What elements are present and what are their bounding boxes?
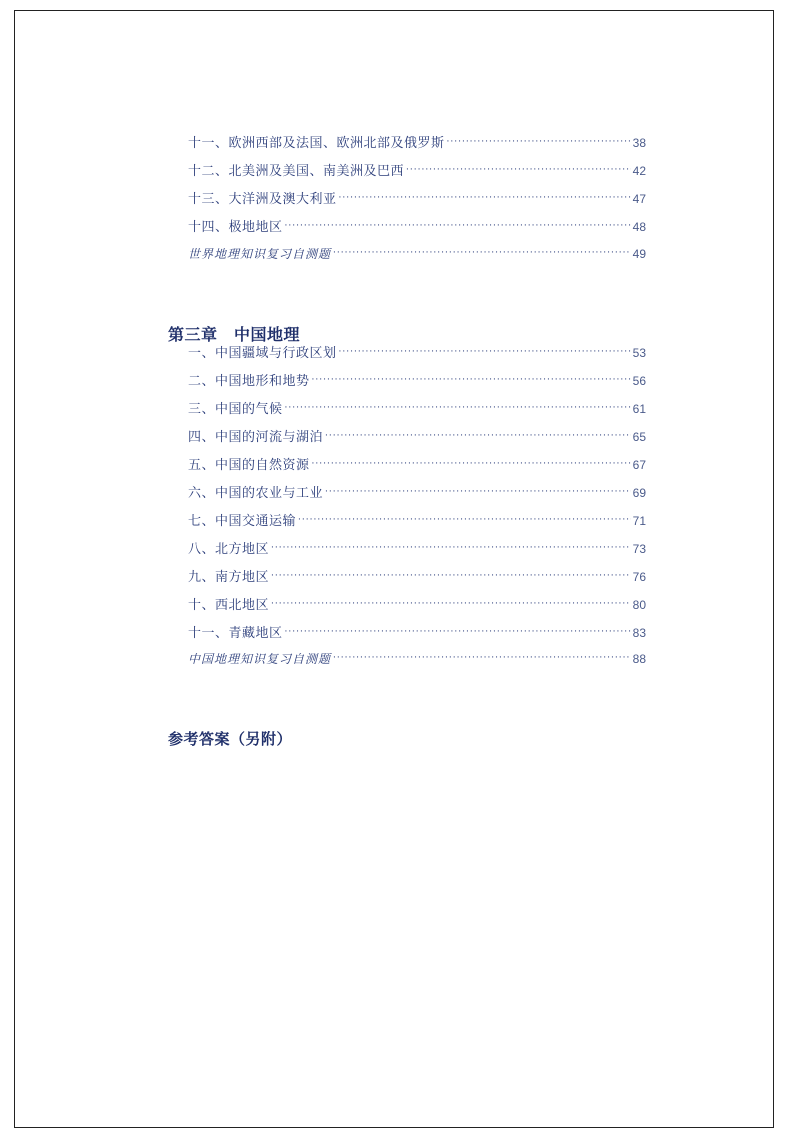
toc-entry-page: 47 — [632, 192, 646, 206]
toc-entry-page: 73 — [632, 542, 646, 556]
dot-leader — [271, 540, 631, 556]
toc-entry[interactable] — [188, 625, 646, 643]
toc-entry[interactable] — [188, 569, 646, 587]
toc-entry[interactable] — [188, 163, 646, 181]
toc-entry-label: 十一、青藏地区 — [188, 626, 283, 641]
toc-entry-page: 83 — [632, 626, 646, 640]
toc-entry-label: 三、中国的气候 — [188, 402, 283, 417]
toc-entry-label: 十三、大洋洲及澳大利亚 — [188, 192, 337, 207]
toc-entry-label: 八、北方地区 — [188, 542, 270, 557]
dot-leader — [285, 218, 631, 234]
toc-entry-label: 十二、北美洲及美国、南美洲及巴西 — [188, 164, 405, 179]
toc-entry[interactable] — [188, 401, 646, 419]
toc-entry-label: 二、中国地形和地势 — [188, 374, 310, 389]
dot-leader — [333, 245, 631, 261]
toc-entry[interactable] — [188, 429, 646, 447]
dot-leader — [312, 456, 631, 472]
toc-entry-label: 十一、欧洲西部及法国、欧洲北部及俄罗斯 — [188, 136, 445, 151]
toc-entry[interactable] — [188, 345, 646, 363]
toc-entry-page: 67 — [632, 458, 646, 472]
toc-entry-page: 65 — [632, 430, 646, 444]
toc-entry-page: 48 — [632, 220, 646, 234]
dot-leader — [333, 650, 631, 666]
toc-entry[interactable] — [188, 373, 646, 391]
toc-entry-label: 一、中国疆域与行政区划 — [188, 346, 337, 361]
toc-entry-label: 十、西北地区 — [188, 598, 270, 613]
toc-entry-page: 56 — [632, 374, 646, 388]
toc-entry-review[interactable] — [188, 651, 646, 669]
toc-entry-label: 七、中国交通运输 — [188, 514, 297, 529]
toc-entry[interactable] — [188, 597, 646, 615]
toc-entry[interactable] — [188, 513, 646, 531]
dot-leader — [285, 624, 631, 640]
toc-entry-page: 69 — [632, 486, 646, 500]
dot-leader — [271, 568, 631, 584]
toc-entry-page: 71 — [632, 514, 646, 528]
dot-leader — [325, 428, 631, 444]
toc-entry-page: 38 — [632, 136, 646, 150]
toc-entry-label: 中国地理知识复习自测题 — [188, 652, 332, 666]
toc-entry-page: 61 — [632, 402, 646, 416]
toc-entry[interactable] — [188, 541, 646, 559]
toc-entry[interactable] — [188, 457, 646, 475]
toc-entry-label: 世界地理知识复习自测题 — [188, 247, 332, 261]
dot-leader — [447, 134, 631, 150]
toc-entry-label: 九、南方地区 — [188, 570, 270, 585]
dot-leader — [285, 400, 631, 416]
dot-leader — [271, 596, 631, 612]
toc-entry-page: 80 — [632, 598, 646, 612]
toc-entry-label: 四、中国的河流与湖泊 — [188, 430, 324, 445]
dot-leader — [325, 484, 631, 500]
toc-entry-label: 五、中国的自然资源 — [188, 458, 310, 473]
toc-entry-review[interactable] — [188, 246, 646, 264]
toc-entry-page: 88 — [632, 652, 646, 666]
toc-entry[interactable] — [188, 219, 646, 237]
toc-entry-page: 42 — [632, 164, 646, 178]
dot-leader — [339, 344, 631, 360]
toc-entry[interactable] — [188, 191, 646, 209]
toc-entry[interactable] — [188, 135, 646, 153]
answers-title[interactable]: 参考答案（另附） — [168, 730, 293, 748]
toc-entry-page: 49 — [632, 247, 646, 261]
dot-leader — [298, 512, 631, 528]
toc-entry-label: 六、中国的农业与工业 — [188, 486, 324, 501]
toc-entry-page: 76 — [632, 570, 646, 584]
toc-entry[interactable] — [188, 485, 646, 503]
dot-leader — [312, 372, 631, 388]
dot-leader — [339, 190, 631, 206]
toc-entry-page: 53 — [632, 346, 646, 360]
chapter-title: 第三章 中国地理 — [168, 325, 301, 344]
dot-leader — [406, 162, 631, 178]
toc-entry-label: 十四、极地地区 — [188, 220, 283, 235]
